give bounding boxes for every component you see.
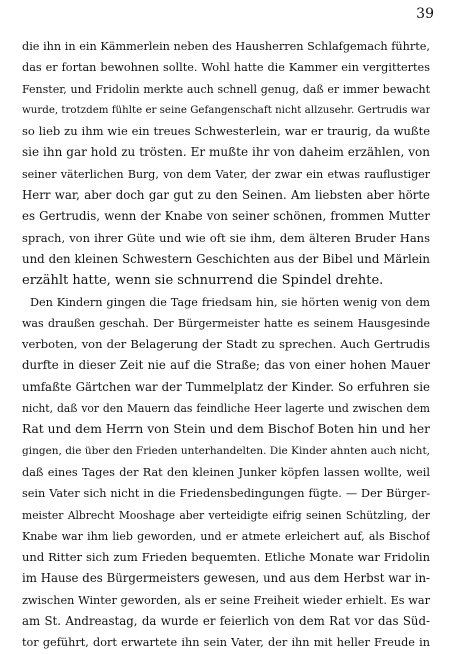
text-line: sprach, von ihrer Güte und wie oft sie ihm, dem älteren Bruder Hans xyxy=(22,230,430,245)
text-line: Knabe war ihm lieb geworden, und er atmete erleichert auf, als Bischof xyxy=(22,529,430,543)
text-line: seiner väterlichen Burg, von dem Vater, der zwar ein etwas rauflustiger xyxy=(22,167,430,181)
text-line: sie ihn gar hold zu trösten. Er mußte ihr von daheim erzählen, von xyxy=(22,145,430,160)
text-line: zwischen Winter geworden, als er seine Freiheit wieder erhielt. Es war xyxy=(22,593,430,607)
paragraph xyxy=(22,36,430,292)
text-line: Fenster, und Fridolin merkte auch schnell genug, daß er immer bewacht xyxy=(22,82,430,96)
text-line: tor geführt, dort erwartete ihn sein Vater, der ihn mit heller Freude in xyxy=(22,636,430,650)
text-line: wurde, trotzdem fühlte er seine Gefangenschaft nicht allzusehr. Gertrudis war xyxy=(22,103,430,116)
text-line: die ihn in ein Kämmerlein neben des Hausherren Schlafgemach führte, xyxy=(22,40,430,53)
text-line: verboten, von der Belagerung der Stadt zu sprechen. Auch Gertrudis xyxy=(22,337,430,352)
text-line: Rat und dem Herrn von Stein und dem Bischof Boten hin und her xyxy=(22,422,430,437)
text-line: meister Albrecht Mooshage aber verteidigte eifrig seinen Schützling, der xyxy=(22,508,430,522)
text-line: was draußen geschah. Der Bürgermeister hatte es seinem Hausgesinde xyxy=(22,316,430,330)
text-line: im Hause des Bürgermeisters gewesen, und aus dem Herbst war in- xyxy=(22,571,430,586)
body-text xyxy=(22,36,430,654)
text-line: es Gertrudis, wenn der Knabe von seiner schönen, frommen Mutter xyxy=(22,209,430,224)
text-line: daß eines Tages der Rat den kleinen Junker köpfen lassen wollte, weil xyxy=(22,465,430,479)
text-line: und den kleinen Schwestern Geschichten aus der Bibel und Märlein xyxy=(22,251,430,266)
text-line: das er fortan bewohnen sollte. Wohl hatte die Kammer ein vergittertes xyxy=(22,61,430,75)
text-line: erzählt hatte, wenn sie schnurrend die Spindel drehte. xyxy=(22,273,384,289)
text-line: und Ritter sich zum Frieden bequemten. Etliche Monate war Fridolin xyxy=(22,550,430,565)
text-line: durfte in dieser Zeit nie auf die Straße; das von einer hohen Mauer xyxy=(22,358,430,373)
text-line: so lieb zu ihm wie ein treues Schwesterlein, war er traurig, da wußte xyxy=(22,124,430,139)
text-line: nicht, daß vor den Mauern das feindliche Heer lagerte und zwischen dem xyxy=(22,402,430,416)
text-line: am St. Andreastag, da wurde er feierlich von dem Rat vor das Süd- xyxy=(22,614,430,629)
text-line: gingen, die über den Frieden unterhandelten. Die Kinder ahnten auch nicht, xyxy=(22,444,430,457)
text-line: umfaßte Gärtchen war der Tummelplatz der Kinder. So erfuhren sie xyxy=(22,379,430,394)
text-line: sein Vater sich nicht in die Friedensbedingungen fügte. — Der Bürger- xyxy=(22,487,430,501)
page-number: 39 xyxy=(416,6,434,22)
paragraph xyxy=(22,292,430,654)
text-line: Den Kindern gingen die Tage friedsam hin, sie hörten wenig von dem xyxy=(30,295,430,309)
text-line: Herr war, aber doch gar gut zu den Seinen. Am liebsten aber hörte xyxy=(22,188,430,203)
